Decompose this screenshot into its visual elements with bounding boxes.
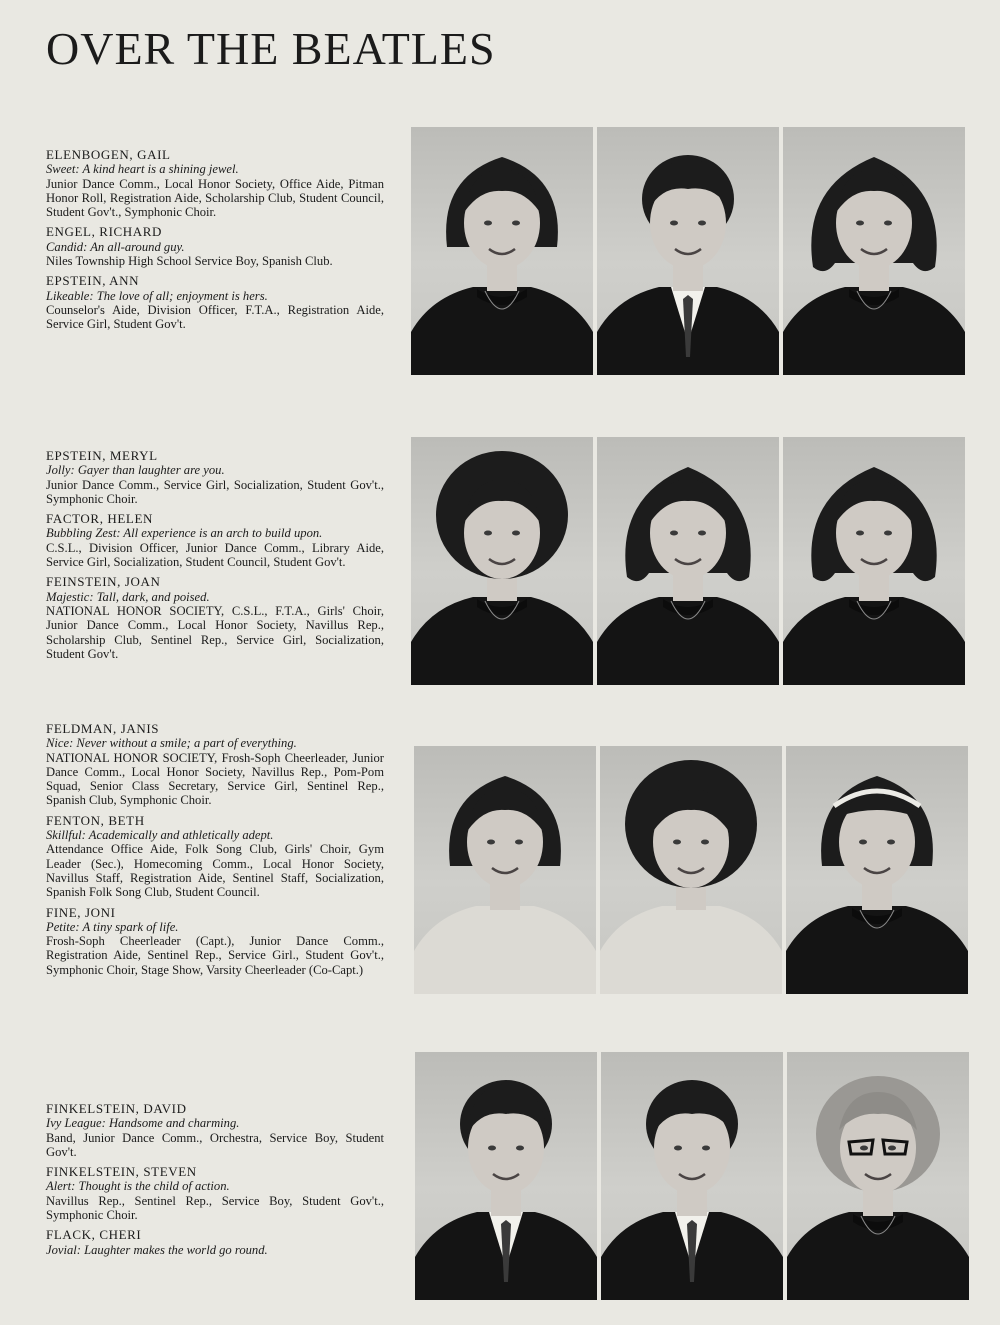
student-activities: Junior Dance Comm., Local Honor Society, Office Aide, Pitman Honor Roll, Registration Aide, Scholarship Club, Student Council, Student Gov't., Symphonic Choir.: [46, 176, 384, 220]
student-name: EPSTEIN, MERYL: [46, 448, 158, 463]
student-entry: [46, 274, 384, 331]
student-activities: Counselor's Aide, Division Officer, F.T.A., Registration Aide, Service Girl, Student Gov't.: [46, 302, 384, 332]
student-motto: Nice: Never without a smile; a part of everything.: [46, 736, 297, 751]
student-name: ELENBOGEN, GAIL: [46, 147, 171, 162]
student-motto: Bubbling Zest: All experience is an arch to build upon.: [46, 526, 323, 541]
student-motto: Jovial: Laughter makes the world go round.: [46, 1242, 268, 1257]
portrait-photo: [783, 437, 965, 685]
student-motto: Sweet: A kind heart is a shining jewel.: [46, 162, 239, 177]
student-activities: C.S.L., Division Officer, Junior Dance Comm., Library Aide, Service Girl, Socialization, Student Council, Student Gov't.: [46, 540, 384, 570]
student-activities: Frosh-Soph Cheerleader (Capt.), Junior Dance Comm., Registration Aide, Sentinel Rep., Service Girl., Student Gov't., Symphonic Choir, Stage Show, Varsity Cheerleader (Co-Capt.): [46, 934, 384, 977]
student-motto: Alert: Thought is the child of action.: [46, 1179, 230, 1194]
student-motto: Candid: An all-around guy.: [46, 239, 185, 254]
student-entry: [46, 575, 384, 661]
student-activities: NATIONAL HONOR SOCIETY, Frosh-Soph Cheerleader, Junior Dance Comm., Local Honor Society, Navillus Rep., Pom-Pom Squad, Senior Class Secretary, Service Girl, Sentinel Rep., Spanish Club, Symphonic Choir.: [46, 750, 384, 808]
portrait-illustration: [783, 127, 965, 375]
student-entry: [46, 814, 384, 900]
student-entry: [46, 449, 384, 506]
student-entries: [46, 148, 384, 338]
student-name: FENTON, BETH: [46, 812, 145, 828]
portrait-photo: [414, 746, 596, 994]
student-entries: [46, 449, 384, 667]
student-activities: Junior Dance Comm., Service Girl, Socialization, Student Gov't., Symphonic Choir.: [46, 477, 384, 506]
student-activities: Band, Junior Dance Comm., Orchestra, Service Boy, Student Gov't.: [46, 1130, 384, 1159]
student-name: FEINSTEIN, JOAN: [46, 574, 161, 590]
portrait-photo: [411, 437, 593, 685]
portrait-illustration: [600, 746, 782, 994]
student-entry: [46, 1102, 384, 1159]
portrait-photo: [411, 127, 593, 375]
portrait-illustration: [601, 1052, 783, 1300]
portrait-illustration: [786, 746, 968, 994]
student-entry: [46, 722, 384, 808]
student-activities: Niles Township High School Service Boy, Spanish Club.: [46, 254, 333, 269]
portrait-photo: [786, 746, 968, 994]
student-motto: Skillful: Academically and athletically adept.: [46, 828, 274, 843]
student-motto: Ivy League: Handsome and charming.: [46, 1116, 240, 1131]
page-title: OVER THE BEATLES: [46, 23, 496, 74]
student-name: FINKELSTEIN, DAVID: [46, 1101, 187, 1116]
student-motto: Likeable: The love of all; enjoyment is hers.: [46, 288, 268, 303]
student-motto: Jolly: Gayer than laughter are you.: [46, 463, 225, 478]
portrait-photo: [597, 437, 779, 685]
portrait-photo: [787, 1052, 969, 1300]
student-motto: Majestic: Tall, dark, and poised.: [46, 589, 210, 604]
student-motto: Petite: A tiny spark of life.: [46, 919, 179, 934]
student-activities: Navillus Rep., Sentinel Rep., Service Boy, Student Gov't., Symphonic Choir.: [46, 1193, 384, 1223]
portrait-illustration: [783, 437, 965, 685]
portrait-photo: [600, 746, 782, 994]
portrait-illustration: [411, 127, 593, 375]
student-entries: [46, 1102, 384, 1263]
portrait-illustration: [415, 1052, 597, 1300]
portrait-row: [414, 746, 968, 994]
portrait-illustration: [411, 437, 593, 685]
portrait-illustration: [414, 746, 596, 994]
student-name: ENGEL, RICHARD: [46, 224, 163, 240]
student-name: FELDMAN, JANIS: [46, 721, 160, 736]
student-activities: Attendance Office Aide, Folk Song Club, Girls' Choir, Gym Leader (Sec.), Homecoming Comm., Local Honor Society, Navillus Staff, Registration Aide, Sentinel Staff, Socialization, Spanish Folk Song Club, Student Council.: [46, 842, 384, 900]
portrait-photo: [601, 1052, 783, 1300]
student-entry: [46, 1165, 384, 1222]
student-entry: [46, 906, 384, 977]
portrait-illustration: [787, 1052, 969, 1300]
portrait-row: [411, 127, 965, 375]
student-name: EPSTEIN, ANN: [46, 273, 140, 289]
student-name: FINE, JONI: [46, 904, 116, 920]
student-entries: [46, 722, 384, 983]
student-entry: [46, 225, 384, 268]
portrait-row: [411, 437, 965, 685]
student-entry: [46, 512, 384, 569]
student-name: FLACK, CHERI: [46, 1227, 142, 1243]
student-name: FACTOR, HELEN: [46, 511, 153, 527]
portrait-row: [415, 1052, 969, 1300]
student-activities: NATIONAL HONOR SOCIETY, C.S.L., F.T.A., Girls' Choir, Junior Dance Comm., Local Honor Society, Navillus Rep., Scholarship Club, Sentinel Rep., Service Girl, Socialization, Student Gov't.: [46, 603, 384, 661]
portrait-illustration: [597, 437, 779, 685]
portrait-photo: [597, 127, 779, 375]
portrait-photo: [415, 1052, 597, 1300]
portrait-photo: [783, 127, 965, 375]
student-entry: [46, 148, 384, 219]
student-entry: [46, 1228, 384, 1257]
student-name: FINKELSTEIN, STEVEN: [46, 1164, 197, 1180]
portrait-illustration: [597, 127, 779, 375]
